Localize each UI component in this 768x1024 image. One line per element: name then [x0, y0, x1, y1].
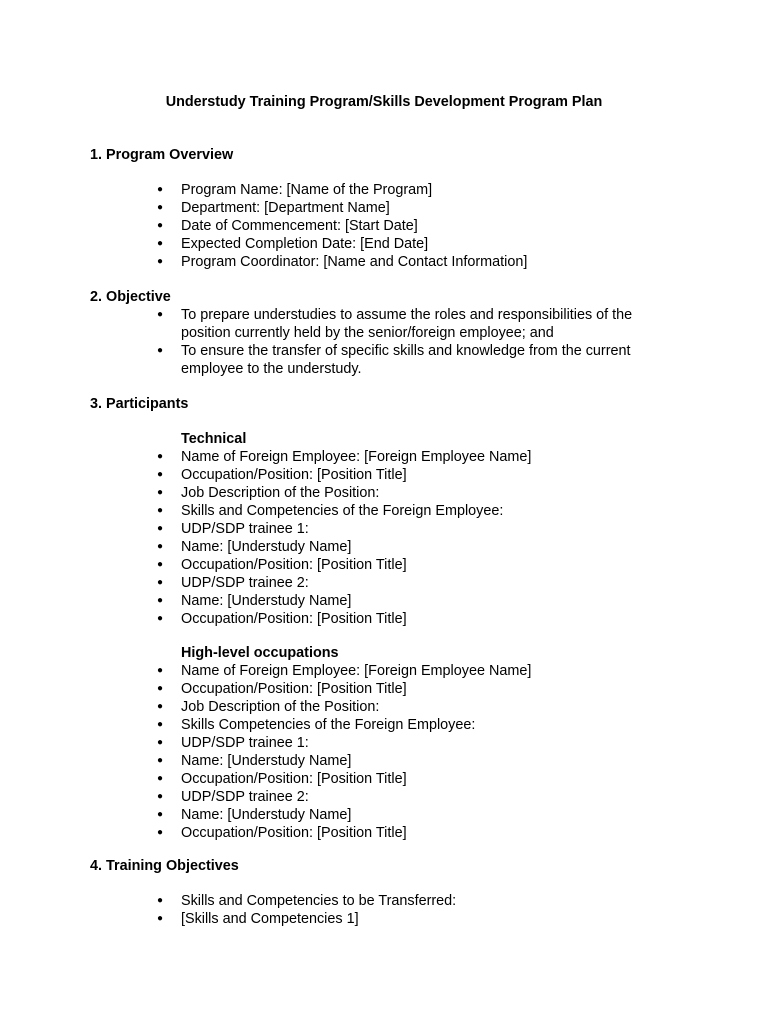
list-item: ● Job Description of the Position: — [0, 698, 768, 716]
list-item: ● UDP/SDP trainee 2: — [0, 788, 768, 806]
list-item: ● Name of Foreign Employee: [Foreign Employee Name] — [0, 448, 768, 466]
list-item: ● Department: [Department Name] — [0, 199, 768, 217]
objective-list — [0, 306, 768, 378]
list-item: ● Occupation/Position: [Position Title] — [0, 824, 768, 842]
document-title: Understudy Training Program/Skills Development Program Plan — [165, 94, 603, 110]
list-item: ● UDP/SDP trainee 1: — [0, 734, 768, 752]
list-item: ● Occupation/Position: [Position Title] — [0, 466, 768, 484]
list-item: ● Name: [Understudy Name] — [0, 538, 768, 556]
list-item: ● Program Name: [Name of the Program] — [0, 181, 768, 199]
list-item: ● Occupation/Position: [Position Title] — [0, 680, 768, 698]
list-item: ● UDP/SDP trainee 1: — [0, 520, 768, 538]
list-item: ● Skills and Competencies of the Foreign Employee: — [0, 502, 768, 520]
subheading-technical: Technical — [181, 431, 247, 447]
list-item: ● [Skills and Competencies 1] — [0, 910, 768, 928]
list-item: ● Occupation/Position: [Position Title] — [0, 556, 768, 574]
list-item: ● Name: [Understudy Name] — [0, 592, 768, 610]
list-item: ● To ensure the transfer of specific skills and knowledge from the current employee to the understudy. — [0, 342, 768, 378]
section-heading-participants: 3. Participants — [90, 396, 189, 412]
list-item: ● Job Description of the Position: — [0, 484, 768, 502]
technical-participants-list — [0, 448, 768, 628]
list-item: ● Skills and Competencies to be Transferred: — [0, 892, 768, 910]
list-item: ● Occupation/Position: [Position Title] — [0, 610, 768, 628]
section-heading-program-overview: 1. Program Overview — [90, 147, 234, 163]
list-item: ● Name: [Understudy Name] — [0, 806, 768, 824]
list-item: ● Date of Commencement: [Start Date] — [0, 217, 768, 235]
list-item: ● Name of Foreign Employee: [Foreign Employee Name] — [0, 662, 768, 680]
list-item: ● Skills Competencies of the Foreign Employee: — [0, 716, 768, 734]
list-item: ● Name: [Understudy Name] — [0, 752, 768, 770]
program-overview-list — [0, 181, 768, 271]
high-level-participants-list — [0, 662, 768, 842]
training-objectives-list — [0, 892, 768, 928]
list-item: ● To prepare understudies to assume the roles and responsibilities of the position currently held by the senior/foreign employee; and — [0, 306, 768, 342]
list-item: ● Expected Completion Date: [End Date] — [0, 235, 768, 253]
section-heading-training-objectives: 4. Training Objectives — [90, 858, 239, 874]
list-item: ● UDP/SDP trainee 2: — [0, 574, 768, 592]
list-item: ● Program Coordinator: [Name and Contact Information] — [0, 253, 768, 271]
section-heading-objective: 2. Objective — [90, 289, 171, 305]
subheading-high-level-occupations: High-level occupations — [181, 645, 339, 661]
list-item: ● Occupation/Position: [Position Title] — [0, 770, 768, 788]
